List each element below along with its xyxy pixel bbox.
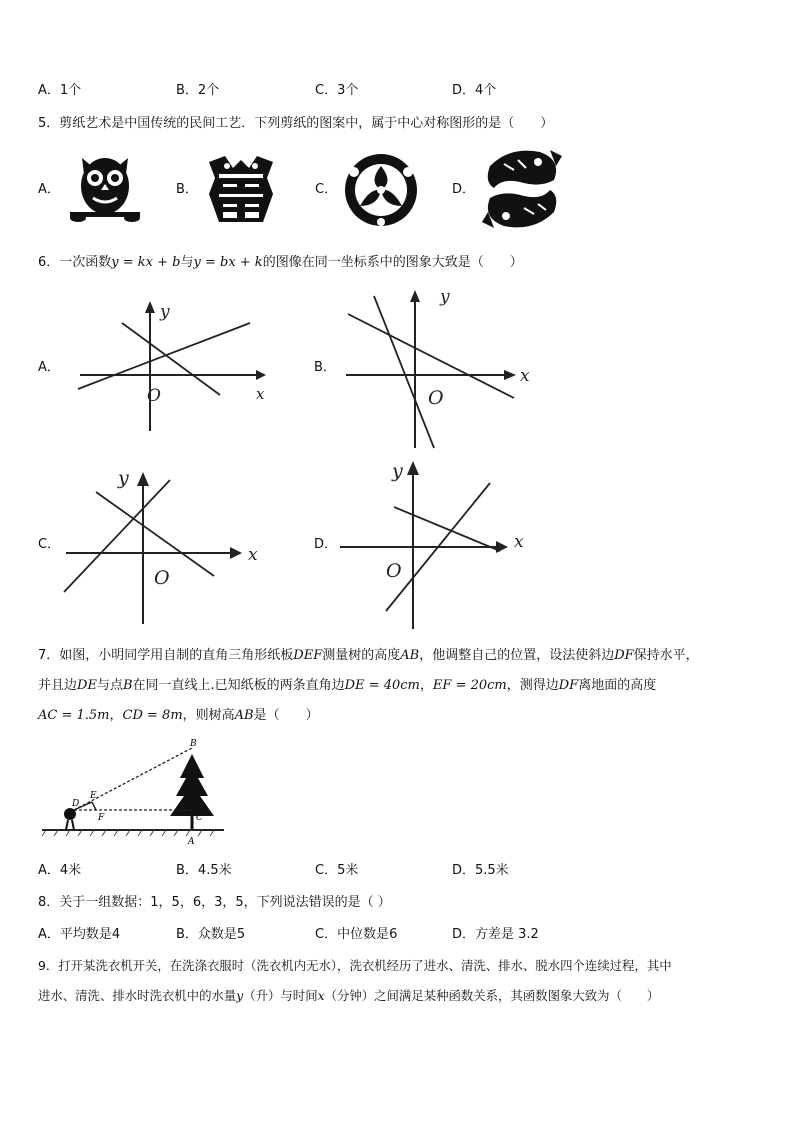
q6-graph-a-y-label: y <box>160 302 170 322</box>
q7-text-2d: ， <box>419 678 433 693</box>
q9-var-y: y <box>236 988 244 1003</box>
q6-graph-b-origin-label: O <box>428 387 444 409</box>
q7-eq-cd: CD = 8m <box>122 708 183 723</box>
q5-label-a: A． <box>38 182 60 197</box>
q6-stem-prefix: 6．一次函数 <box>38 255 112 270</box>
q7-fig-label-f: F <box>98 813 105 823</box>
q7-text-1a: 7．如图，小明同学用自制的直角三角形纸板 <box>38 648 294 663</box>
q6-graph-c-origin-label: O <box>154 567 170 589</box>
q6-stem <box>38 253 523 273</box>
q7-option-d: D．5.5米 <box>452 863 509 878</box>
q7-option-c: C．5米 <box>315 863 359 878</box>
q6-graph-b-x-label: x <box>520 366 530 386</box>
q8-stem: 8．关于一组数据：1，5，6，3，5，下列说法错误的是（ ） <box>38 895 391 910</box>
q7-fig-label-d: D <box>72 799 80 809</box>
q7-eq-ef: EF = 20cm <box>432 678 507 693</box>
q9-stem-line-1: 9．打开某洗衣机开关，在洗涤衣服时（洗衣机内无水），洗衣机经历了进水、清洗、排水、脱水四个连续过程，其中 <box>38 958 672 973</box>
q7-text-3a: ， <box>109 708 123 723</box>
q7-fig-label-c: C <box>196 813 203 823</box>
q6-graph-d-x-label: x <box>514 532 524 552</box>
q8-option-a: A．平均数是4 <box>38 927 121 942</box>
q7-ab-3: AB <box>234 708 254 723</box>
q7-ab-1: AB <box>400 648 420 663</box>
q6-graph-b-y-label: y <box>440 287 450 307</box>
q7-eq-de: DE = 40cm <box>344 678 420 693</box>
q6-graph-c <box>60 462 270 628</box>
q7-df-1: DF <box>614 648 634 663</box>
q6-label-d: D． <box>314 537 338 552</box>
q4-option-d: D．4个 <box>452 83 497 98</box>
q4-option-a: A．1个 <box>38 83 82 98</box>
q9-text-2b: （升）与时间 <box>243 988 318 1003</box>
q9-text-2a: 进水、清洗、排水时洗衣机中的水量 <box>38 988 237 1003</box>
q6-graph-d <box>340 455 540 631</box>
q9-var-x: x <box>317 988 325 1003</box>
q7-def: DEF <box>293 648 323 663</box>
q9-text-2c: （分钟）之间满足某种函数关系，其函数图象大致为（ ） <box>324 988 660 1003</box>
q9-stem-line-2 <box>38 986 659 1006</box>
q6-label-a: A． <box>38 360 60 375</box>
q6-stem-suffix: 的图像在同一坐标系中的图象大致是（ ） <box>262 255 523 270</box>
q6-stem-mid: 与 <box>180 255 194 270</box>
q5-papercut-double-happiness-image <box>203 152 279 228</box>
q6-equation-1: y = kx + b <box>111 255 181 270</box>
q7-text-2f: 离地面的高度 <box>578 678 657 693</box>
q6-graph-a <box>60 295 280 435</box>
q7-stem-line-2 <box>38 676 656 696</box>
q7-point-b: B <box>122 678 133 693</box>
q7-text-3b: ，则树高 <box>182 708 235 723</box>
q5-label-d: D． <box>452 182 476 197</box>
q4-option-c: C．3个 <box>315 83 359 98</box>
q7-stem-line-3 <box>38 706 319 726</box>
q7-text-2b: 与点 <box>96 678 123 693</box>
q7-tree-measurement-figure <box>38 736 228 848</box>
q5-label-b: B． <box>176 182 198 197</box>
q7-stem-line-1 <box>38 646 699 666</box>
q6-graph-c-x-label: x <box>248 545 258 565</box>
q6-graph-b <box>340 288 530 448</box>
q5-papercut-twin-fish-image <box>480 146 564 232</box>
q7-option-a: A．4米 <box>38 863 82 878</box>
q7-text-2e: ，测得边 <box>506 678 559 693</box>
q6-graph-d-y-label: y <box>392 460 403 482</box>
q7-text-2a: 并且边 <box>38 678 78 693</box>
q7-text-1c: ，他调整自己的位置，设法使斜边 <box>419 648 615 663</box>
q7-de: DE <box>77 678 97 693</box>
q8-option-d: D．方差是 3.2 <box>452 927 539 942</box>
q6-label-b: B． <box>314 360 336 375</box>
q4-option-b: B．2个 <box>176 83 220 98</box>
q7-text-3c: 是（ ） <box>253 708 319 723</box>
q7-fig-label-b: B <box>190 739 197 749</box>
q6-graph-d-origin-label: O <box>386 560 402 582</box>
q7-option-b: B．4.5米 <box>176 863 232 878</box>
q7-df-2: DF <box>558 678 579 693</box>
q7-text-2c: 在同一直线上.已知纸板的两条直角边 <box>132 678 345 693</box>
q7-text-1d: 保持水平， <box>633 648 699 663</box>
q6-graph-a-x-label: x <box>256 385 265 403</box>
q6-equation-2: y = bx + k <box>193 255 263 270</box>
q6-label-c: C． <box>38 537 61 552</box>
q5-label-c: C． <box>315 182 338 197</box>
q7-eq-ac: AC = 1.5m <box>38 708 110 723</box>
q6-graph-a-origin-label: O <box>147 386 161 406</box>
q7-fig-label-a: A <box>188 837 195 847</box>
q6-graph-c-y-label: y <box>118 467 129 489</box>
q8-option-b: B．众数是5 <box>176 927 246 942</box>
q5-papercut-owl-image <box>66 148 144 226</box>
q8-option-c: C．中位数是6 <box>315 927 398 942</box>
q7-fig-label-e: E <box>90 791 97 801</box>
q7-text-1b: 测量树的高度 <box>322 648 401 663</box>
q5-stem: 5．剪纸艺术是中国传统的民间工艺．下列剪纸的图案中，属于中心对称图形的是（ ） <box>38 116 554 131</box>
q5-papercut-three-fish-image <box>340 152 422 228</box>
